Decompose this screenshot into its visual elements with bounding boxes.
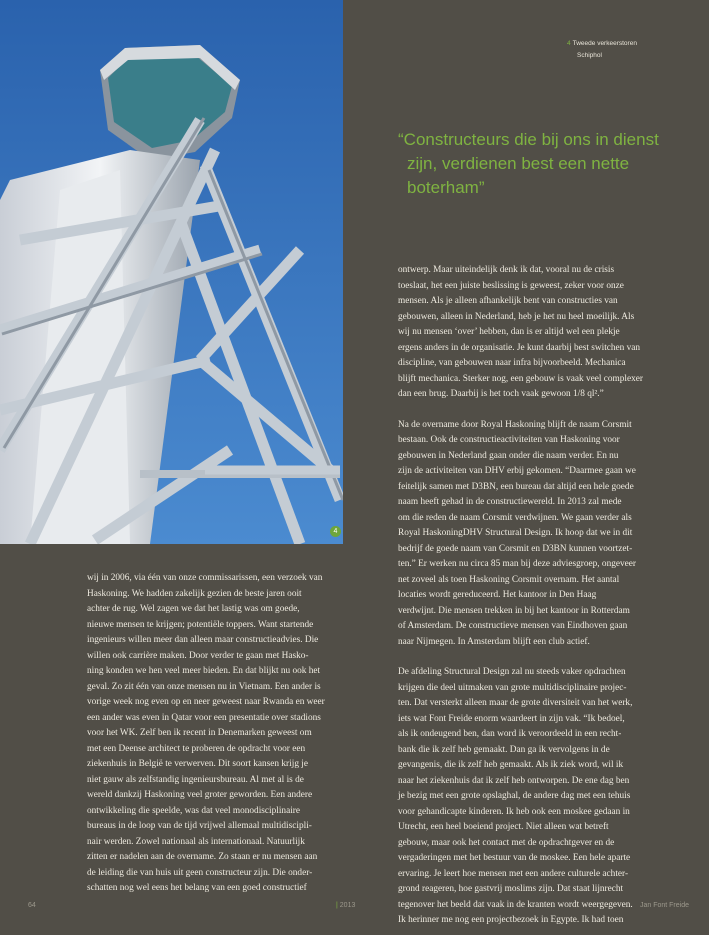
text-line: grond reageren, hoe gastvrij moslims zijn. Dat staat lijnrecht [398,884,624,894]
text-line: bestaan. Ook de constructieactiviteiten van Haskoning voor [398,435,620,445]
text-line: krijgen die deel uitmaken van grote multidisciplinaire projec- [398,682,627,693]
text-line: ten. Dat versterkt alleen maar de grote diversiteit van het werk, [398,698,633,708]
text-line: naar het ziekenhuis dat ik zelf heb ontworpen. De ene dag ben [398,775,630,786]
right-text-column [398,263,668,929]
text-line: ervaring. Je leert hoe mensen met een andere culturele achter- [398,868,629,879]
year-text: 2013 [339,902,356,909]
text-line: feitelijk samen met D3BN, een bureau dat altijd een hele goede [398,481,634,492]
text-line: of Amsterdam. De constructieve mensen van Eindhoven gaan [398,621,628,631]
text-line: bedrijf de goede naam van Corsmit en D3BN kunnen voortzet- [398,543,633,554]
text-line: je bezig met een grote opslaghal, de andere dag met een tehuis [398,791,631,801]
pull-quote-line: boterham” [407,178,485,197]
text-line: iets wat Font Freide enorm waardeert in zijn vak. “Ik bedoel, [398,713,625,724]
text-line: ziekenhuis in België te verwerven. Dit soort kansen krijg je [87,759,308,769]
text-line: vergaderingen met het bestuur van de moskee. Een hele aparte [398,853,631,863]
text-line: om die reden de naam Corsmit verdwijnen. We gaan verder als [398,512,632,523]
text-line: Haskoning. We hadden zakelijk gezien de beste jaren ooit [87,588,302,599]
text-line: willen ook carrière maken. Door verder te gaan met Hasko- [87,650,309,661]
text-line: als ik ondeugend ben, dan word ik veroordeeld in een recht- [398,729,622,739]
left-text-column [87,571,337,897]
text-line: wereld dankzij Haskoning veel groter geworden. Een andere [87,790,313,800]
page-number: 64 [28,902,36,909]
text-line: Royal HaskoningDHV Structural Design. Ik hoop dat we in dit [398,528,633,538]
text-line: gevangenis, die ik zelf heb gemaakt. Als ik ziek word, wil ik [398,760,624,770]
text-line: Ik herinner me nog een projectbezoek in Egypte. Ik had toen [398,915,624,925]
text-line: verdwijnt. Die mensen trekken in bij het kantoor in Rotterdam [398,605,630,616]
issue-year [336,902,355,909]
text-line: ergens anders in de organisatie. Je kunt daarbij best switchen van [398,342,641,353]
pull-quote-line: “Constructeurs die bij ons in dienst [398,130,659,149]
pull-quote-line: zijn, verdienen best een nette [407,154,630,173]
text-line: gebouwen in Nederland gaan onder die naam verder. En nu [398,450,619,461]
text-line: gebouwen, alleen in Nederland, heb je het nu heel moeilijk. Als [398,311,635,322]
text-line: geval. Zo zit één van onze mensen nu in Vietnam. Een ander is [87,681,321,692]
text-line: gebouw, maar ook het contact met de opdrachtgever en de [398,837,615,848]
text-line: mensen. Als je alleen afhankelijk bent van constructies van [398,296,618,306]
text-line: naar Nijmegen. In Amsterdam blijft een club actief. [398,636,590,647]
text-line: voor gehandicapte kinderen. Ik heb ook een moskee gedaan in [398,806,630,817]
text-line: De afdeling Structural Design zal nu steeds vaker opdrachten [398,667,626,677]
text-line: een ander was even in Qatar voor een presentatie over stadions [87,712,321,723]
text-line: bureaus in de loop van de tijd vrijwel allemaal multidiscipli- [87,821,312,831]
text-line: niet gauw als zelfstandig ingenieursbureau. Al met al is de [87,774,304,785]
text-line: voor het WK. Zelf ben ik recent in Denemarken geweest om [87,728,312,738]
pull-quote [398,128,698,200]
paragraph-gap [398,650,668,665]
text-line: ten.” Er werken nu circa 85 man bij deze adviesgroep, ongeveer [398,559,636,569]
text-line: ontwikkeling die speelde, was dat veel monodisciplinaire [87,805,300,816]
text-line: nieuwe mensen te krijgen; potentiële toppers. Want startende [87,619,314,630]
paragraph-gap [398,403,668,418]
text-line: dan een brug. Daarbij is het toch vaak gewoon 1/8 ql².” [398,389,604,399]
text-line: locaties wordt gereduceerd. Het kantoor in Den Haag [398,590,597,600]
text-line: wij in 2006, via één van onze commissarissen, een verzoek van [87,573,323,583]
text-line: wij nu mensen ‘over’ hebben, dan is er altijd wel een plekje [398,327,620,337]
text-line: de leiding die van huis uit geen constructeur zijn. Die onder- [87,867,313,878]
text-line: nair werden. Zowel nationaal als internationaal. Natuurlijk [87,836,305,847]
text-line: ning konden we hen veel meer bieden. En dat blijkt nu ook het [87,666,321,676]
caption-line-2: Schiphol [577,52,602,59]
text-line: tegenover het beeld dat vaak in de kranten wordt weergegeven. [398,899,633,910]
text-line: zitten er nadelen aan de overname. Zo staan er nu mensen aan [87,852,318,862]
text-line: achter de rug. Wel zagen we dat het lastig was om goede, [87,604,300,614]
text-line: vorige week nog even op en neer geweest naar Rwanda en weer [87,697,325,707]
text-line: bank die ik zelf heb gemaakt. Dan ga ik vervolgens in de [398,744,610,755]
text-line: schatten nog wel eens het belang van een goed constructief [87,883,307,893]
text-line: met een Deense architect te proberen de opdracht voor een [87,743,306,754]
text-line: discipline, van gebouwen naar infra bijvoorbeeld. Mechanica [398,358,626,368]
text-line: Na de overname door Royal Haskoning blijft de naam Corsmit [398,419,632,430]
text-line: blijft mechanica. Sterker nog, een gebouw is vaak veel complexer [398,373,643,384]
photo-caption [567,38,637,62]
text-line: naam heeft gehad in de constructiewereld. In 2013 zal mede [398,497,622,507]
text-line: ingenieurs willen meer dan alleen maar constructieadvies. Die [87,635,319,645]
year-separator: | [336,902,338,909]
caption-line-1: Tweede verkeerstoren [572,40,637,47]
text-line: ontwerp. Maar uiteindelijk denk ik dat, vooral nu de crisis [398,265,615,275]
control-tower-illustration [0,0,343,544]
article-author: Jan Font Freide [639,902,689,909]
tower-photo [0,0,343,544]
figure-number-badge: 4 [330,526,341,537]
text-line: zijn de activiteiten van DHV erbij gekomen. “Daarmee gaan we [398,466,636,476]
caption-number: 4 [567,40,571,47]
text-line: net zoveel als toen Haskoning Corsmit overnam. Het aantal [398,574,620,585]
text-line: toeslaat, het een juiste beslissing is geweest, zeker voor onze [398,280,624,291]
text-line: Utrecht, een heel boeiend project. Niet alleen wat betreft [398,822,609,832]
